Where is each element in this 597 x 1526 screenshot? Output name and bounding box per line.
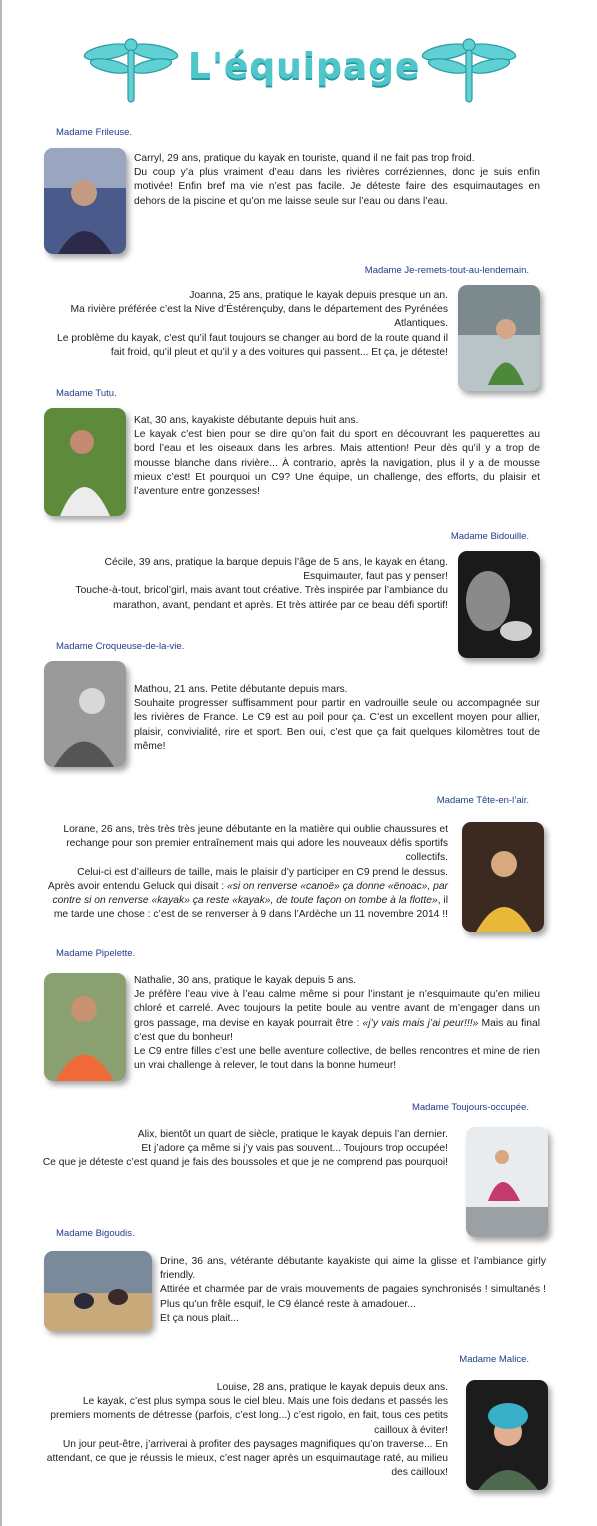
- bio-line: Carryl, 29 ans, pratique du kayak en touriste, quand il ne fait pas trop froid.: [134, 153, 475, 164]
- bio-line: Touche-à-tout, bricol’girl, mais avant tout créative. Très inspirée par l’ambiance du marathon, avant, pendant et après. Et très attirée par ce beau défi sportif!: [75, 585, 448, 611]
- bio-line: Ma rivière préférée c’est la Nive d’Éstérençuby, dans le département des Pyrénées Atlantiques.: [70, 304, 448, 330]
- bio-line: Celui-ci est d’ailleurs de taille, mais le plaisir d’y participer en C9 prend le dessus.: [77, 866, 448, 878]
- bio-line: Le problème du kayak, c’est qu’il faut toujours se changer au bord de la route quand il fait froid, qu’il pleut et qu’il y a des voitures qui passent... Et ça, je déteste!: [57, 332, 448, 358]
- member-bio: [134, 152, 540, 209]
- member-bio: [42, 289, 448, 360]
- member-bio: [134, 414, 540, 499]
- member-name: Madame Malice.: [459, 1354, 529, 1365]
- member-name: Madame Toujours-occupée.: [411, 1102, 529, 1113]
- member-bio: [42, 823, 448, 922]
- member-name: Madame Bigoudis.: [56, 1228, 135, 1239]
- dragonfly-icon: [420, 34, 518, 106]
- member-photo: [44, 148, 126, 254]
- member-photo: [466, 1127, 548, 1237]
- bio-line: Drine, 36 ans, vétérante débutante kayakiste qui aime la glisse et l’ambiance girly friendly.: [160, 1256, 546, 1282]
- member-photo: [458, 551, 540, 658]
- bio-line: Louise, 28 ans, pratique le kayak depuis deux ans.: [216, 1382, 448, 1393]
- member-photo: [458, 285, 540, 391]
- bio-quote: «si on renverse «canoë» ça donne «ënoac», par contre si on renverse «kayak» ça reste «kayak», de toute façon on tombe à la flotte»: [52, 880, 448, 907]
- member-photo: [466, 1380, 548, 1490]
- bio-line: Un jour peut-être, j’arriverai à profiter des paysages magnifiques qu’on traverse... En attendant, ce que je réussis le mieux, c’est nager après un esquimautage raté, au milieu des cailloux!: [46, 1438, 448, 1479]
- bio-quote-outro: , il me tarde une chose : c’est de se renverser à 9 dans l’Ardèche un 11 novembre 2014 !!: [53, 895, 448, 921]
- bio-line: Et j’adore ça même si j’y vais pas souvent... Toujours trop occupée!: [141, 1143, 448, 1155]
- member-name: Madame Tutu.: [56, 388, 117, 399]
- member-name: Madame Tête-en-l’air.: [436, 795, 529, 806]
- member-name: Madame Je-remets-tout-au-lendemain.: [364, 265, 529, 276]
- page-title: L'équipage: [188, 46, 421, 87]
- member-bio: [134, 974, 540, 1073]
- member-name: Madame Croqueuse-de-la-vie.: [56, 641, 185, 652]
- bio-line: Attirée et charmée par de vrais mouvements de pagaies synchronisés ! simultanés ! Plus qu’un frêle esquif, le C9 élancé reste à amadouer...: [160, 1284, 546, 1310]
- bio-line: Mathou, 21 ans. Petite débutante depuis mars.: [134, 684, 348, 695]
- member-photo: [44, 408, 126, 516]
- bio-motto-outro: Mais au final c’est que du bonheur!: [134, 1017, 540, 1043]
- bio-line: Et ça nous plait...: [160, 1312, 239, 1324]
- bio-line: Cécile, 39 ans, pratique la barque depuis l’âge de 5 ans, le kayak en étang. Esquimauter, faut pas y penser!: [104, 557, 448, 583]
- member-bio: [42, 1381, 448, 1480]
- page-edge-line: [0, 0, 2, 1526]
- bio-quote-intro: Après avoir entendu Geluck qui disait :: [47, 880, 228, 892]
- bio-motto: «j’y vais mais j’ai peur!!!»: [362, 1017, 479, 1029]
- bio-line: Du coup y’a plus vraiment d’eau dans les rivières corréziennes, donc je suis enfin motivée! Enfin bref ma vie n’est pas facile. Je déteste faire des esquimautages en dehors de la piscine et qu’on me laisse seule sur l’eau ou dans l’eau.: [134, 167, 540, 207]
- member-name: Madame Bidouille.: [450, 531, 529, 542]
- bio-motto-paragraph: [134, 988, 540, 1045]
- bio-line: Le C9 entre filles c’est une belle aventure collective, de belles rencontres et mine de rien un vrai challenge à relever, le tout dans la bonne humeur!: [134, 1046, 540, 1072]
- bio-line: Souhaite progresser suffisamment pour partir en vadrouille seule ou accompagnée sur les rivières de France. Le C9 est au poil pour ça. C’est un excellent moyen pour allier, plaisir, convivialité, rire et sport. Ben oui, c’est que ça fait quelques kilomètres tout de même!: [134, 698, 540, 752]
- member-bio: [42, 556, 448, 613]
- member-name: Madame Frileuse.: [56, 127, 133, 138]
- bio-line: Ce que je déteste c’est quand je fais des boussoles et que je ne comprend pas pourquoi!: [42, 1157, 448, 1169]
- member-bio: [134, 683, 540, 754]
- member-bio: [42, 1128, 448, 1171]
- member-photo: [44, 661, 126, 767]
- bio-line: Joanna, 25 ans, pratique le kayak depuis presque un an.: [189, 290, 448, 301]
- member-photo: [44, 973, 126, 1081]
- dragonfly-icon: [82, 34, 180, 106]
- bio-line: Lorane, 26 ans, très très très jeune débutante en la matière qui oublie chaussures et rechange pour son premier entraînement mais qui adore les nouveaux défis sportifs collectifs.: [63, 824, 448, 864]
- bio-line: Le kayak, c’est plus sympa sous le ciel bleu. Mais une fois dedans et passés les premiers moments de détresse (parfois, c’est long...) c’est rigolo, en fait, tous ces petits cailloux à éviter!: [50, 1396, 448, 1436]
- bio-line: Nathalie, 30 ans, pratique le kayak depuis 5 ans.: [134, 975, 357, 986]
- bio-quote-paragraph: [42, 880, 448, 923]
- bio-line: Alix, bientôt un quart de siècle, pratique le kayak depuis l’an dernier.: [137, 1129, 448, 1140]
- member-bio: [160, 1255, 546, 1326]
- bio-line: Le kayak c’est bien pour se dire qu’on fait du sport en découvrant les paquerettes au bord l’eau et les oiseaux dans les arbres. Mais attention! Peur dès qu’il y a trop de mousse blanche dans rivière... À contrario, après la navigation, plus il y a de mousse mieux c’est! Et pourquoi un C9? Une équipe, un challenge, des efforts, du plaisir et l’aventure entre gonzesses!: [134, 429, 540, 498]
- member-photo: [462, 822, 544, 932]
- page-header: [0, 28, 597, 108]
- bio-line: Kat, 30 ans, kayakiste débutante depuis huit ans.: [134, 415, 359, 426]
- member-photo: [44, 1251, 152, 1331]
- bio-motto-intro: Je préfère l’eau vive à l’eau calme même si pour l’instant je n’esquimaute qu’en milieu chloré et carrelé. Avec toujours la petite boule au ventre avant de m’engager dans un gros passage, ma devise en kayak pourrait être :: [134, 989, 540, 1029]
- member-name: Madame Pipelette.: [56, 948, 136, 959]
